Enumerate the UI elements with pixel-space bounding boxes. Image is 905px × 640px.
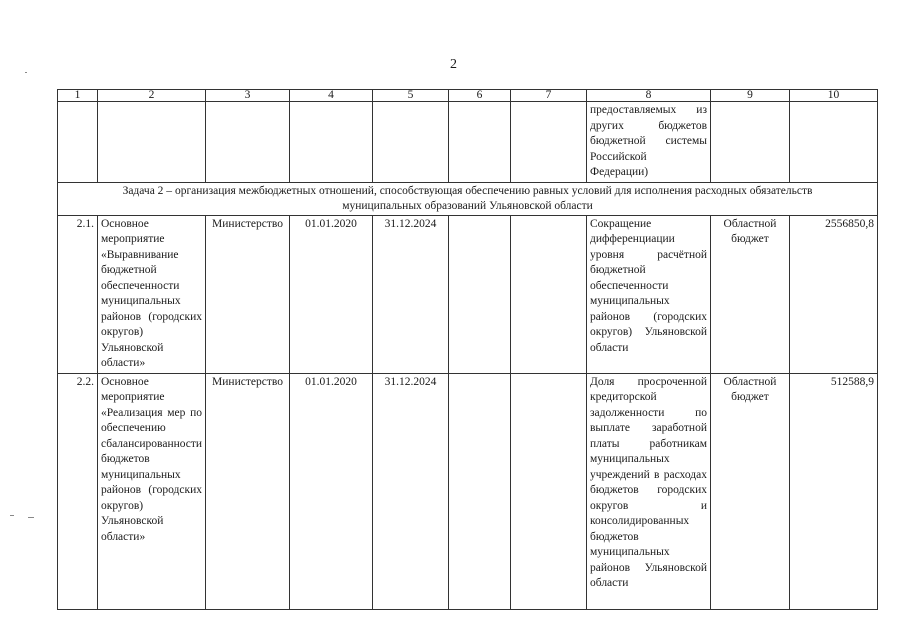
header-cell: 9 xyxy=(711,90,790,102)
task-row xyxy=(58,182,878,215)
task-text-line1: организация межбюджетных отношений, способствующая обеспечению равных условий для исполнения расходных обязательств xyxy=(172,184,813,197)
start-date: 01.01.2020 xyxy=(290,373,373,609)
cell-col7 xyxy=(511,215,587,373)
scan-speck xyxy=(10,515,14,516)
header-cell: 2 xyxy=(98,90,206,102)
end-date: 31.12.2024 xyxy=(373,215,449,373)
funding-source: Областной бюджет xyxy=(711,373,790,609)
executor: Министерство xyxy=(206,215,290,373)
row-number: 2.1. xyxy=(58,215,98,373)
cell-col7 xyxy=(511,373,587,609)
continued-indicator-text: предоставляемых из других бюджетов бюджетной системы Российской Федерации) xyxy=(587,102,711,183)
target-indicator: Доля просроченной кредиторской задолженности по выплате заработной платы работникам муниципальных учреждений в расходах бюджетов городских округов и консолидированных бюджетов муниципальных районов Ульяновской области xyxy=(587,373,711,609)
table-row xyxy=(58,215,878,373)
header-row xyxy=(58,90,878,102)
header-cell: 4 xyxy=(290,90,373,102)
task-heading xyxy=(58,182,878,215)
start-date: 01.01.2020 xyxy=(290,215,373,373)
funding-source: Областной бюджет xyxy=(711,215,790,373)
table-row xyxy=(58,373,878,609)
page-number: 2 xyxy=(450,57,457,72)
cell-col6 xyxy=(449,373,511,609)
funding-amount: 512588,9 xyxy=(790,373,878,609)
header-cell: 3 xyxy=(206,90,290,102)
header-cell: 6 xyxy=(449,90,511,102)
target-indicator: Сокращение дифференциации уровня расчётной бюджетной обеспеченности муниципальных районов (городских округов) Ульяновской области xyxy=(587,215,711,373)
task-text-line2: муниципальных образований Ульяновской области xyxy=(342,199,593,212)
cell-col6 xyxy=(449,215,511,373)
header-cell: 7 xyxy=(511,90,587,102)
measure-name: Основное мероприятие «Реализация мер по обеспечению сбалансированности бюджетов муниципальных районов (городских округов) Ульяновской области» xyxy=(98,373,206,609)
continued-row xyxy=(58,102,878,183)
program-table xyxy=(57,89,878,610)
row-number: 2.2. xyxy=(58,373,98,609)
funding-amount: 2556850,8 xyxy=(790,215,878,373)
measure-name: Основное мероприятие «Выравнивание бюджетной обеспеченности муниципальных районов (городских округов) Ульяновской области» xyxy=(98,215,206,373)
executor: Министерство xyxy=(206,373,290,609)
task-label: Задача 2 – xyxy=(122,184,173,197)
end-date: 31.12.2024 xyxy=(373,373,449,609)
header-cell: 1 xyxy=(58,90,98,102)
scan-speck xyxy=(28,517,34,518)
header-cell: 8 xyxy=(587,90,711,102)
header-cell: 10 xyxy=(790,90,878,102)
scan-speck xyxy=(25,72,27,73)
header-cell: 5 xyxy=(373,90,449,102)
